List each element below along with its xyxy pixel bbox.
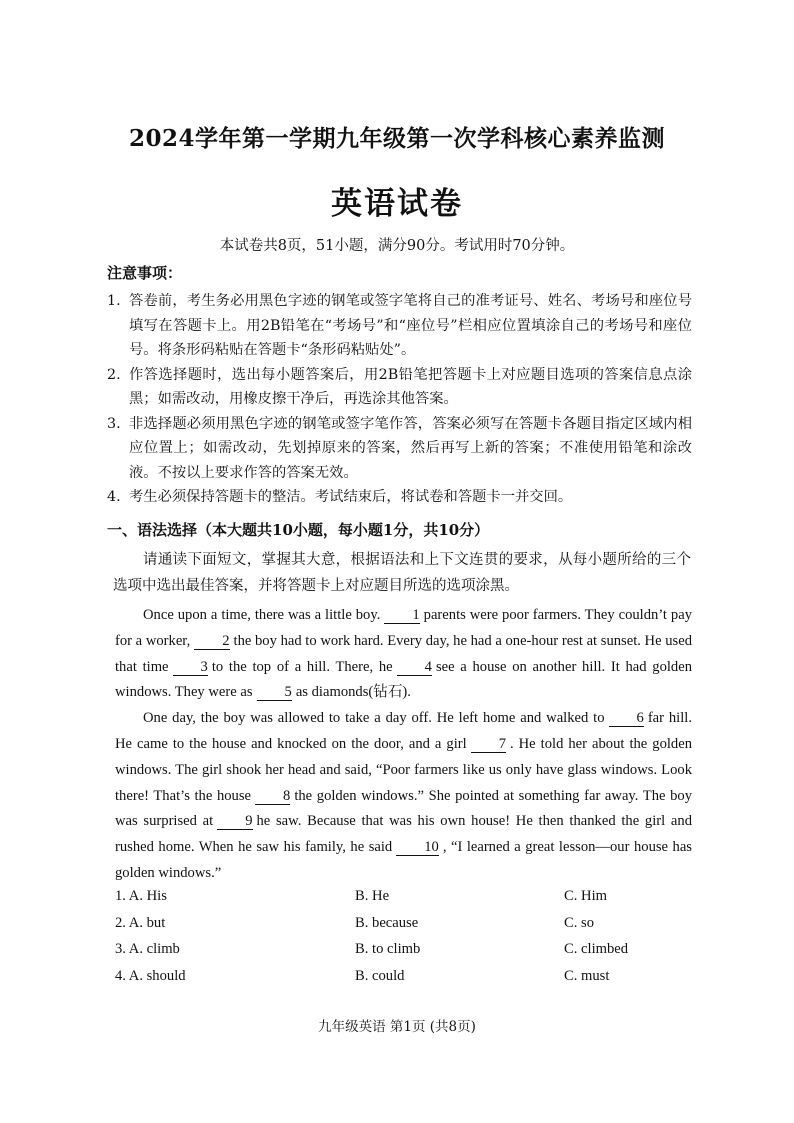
answer-blank: 6 <box>609 710 644 727</box>
answer-blank: 4 <box>397 659 432 676</box>
reading-passage <box>115 603 692 887</box>
section-heading: 一、语法选择（本大题共10小题，每小题1分，共10分） <box>107 521 490 539</box>
passage-text: Once upon a time, there was a little boy. <box>143 607 381 623</box>
answer-blank: 5 <box>257 684 292 701</box>
answer-blank: 1 <box>384 607 419 624</box>
option-a: 4. A. should <box>115 967 186 984</box>
answer-options <box>115 888 695 994</box>
passage-text: as diamonds(钻石). <box>295 684 411 701</box>
passage-text: the boy had to work hard. Every day, he had a one-hour rest at sunset. He used that time <box>115 632 692 675</box>
answer-blank: 2 <box>194 633 229 650</box>
notice-number: 1. <box>107 293 121 309</box>
passage-text: to the top of a hill. There, he <box>211 658 393 675</box>
answer-blank: 10 <box>396 839 439 856</box>
passage-text: far hill. He came to the house and knocked on the door, and a girl <box>115 710 692 752</box>
answer-blank: 7 <box>471 736 506 753</box>
passage-text: the golden windows.” She pointed at something far away. The boy was surprised at <box>115 787 692 830</box>
option-b: B. because <box>355 914 419 931</box>
passage-text: he saw. Because that was his own house! He then thanked the girl and rushed home. When he saw his family, he said <box>115 813 692 856</box>
notice-item <box>107 363 692 412</box>
notice-number: 3. <box>107 415 121 432</box>
passage-paragraph <box>115 706 692 887</box>
notice-item <box>107 412 692 486</box>
passage-text: . He told her about the golden windows. The girl shook her head and said, “Poor farmers like us only have glass windows. Look there! That’s the house <box>115 735 692 804</box>
section-instructions: 请通读下面短文，掌握其大意，根据语法和上下文连贯的要求，从每小题所给的三个选项中选出最佳答案，并将答题卡上对应题目所选的选项涂黑。 <box>113 552 691 594</box>
option-a: 2. A. but <box>115 914 166 931</box>
notice-list <box>107 289 692 510</box>
option-b: B. could <box>355 967 405 984</box>
passage-text: One day, the boy was allowed to take a day off. He left home and walked to <box>143 710 605 727</box>
answer-blank: 8 <box>255 788 290 805</box>
notice-number: 4. <box>107 489 121 505</box>
question-options <box>115 915 695 942</box>
answer-blank: 9 <box>217 813 252 830</box>
option-c: C. must <box>564 967 610 984</box>
notice-text: 非选择题必须用黑色字迹的钢笔或签字笔作答，答案必须写在答题卡各题目指定区域内相应位置上；如需改动，先划掉原来的答案，然后再写上新的答案；不准使用铅笔和涂改液。不按以上要求作答的答案无效。 <box>129 415 692 481</box>
passage-text: see a house on another hill. It had golden windows. They were as <box>115 658 693 701</box>
passage-paragraph <box>115 603 692 706</box>
page-footer: 九年级英语 第1页 (共8页) <box>318 1019 476 1035</box>
option-c: C. Him <box>564 888 607 904</box>
option-b: B. to climb <box>355 941 421 958</box>
option-c: C. so <box>564 914 595 931</box>
option-b: B. He <box>355 888 390 904</box>
exam-info: 本试卷共8页，51小题，满分90分。考试用时70分钟。 <box>219 238 575 254</box>
option-c: C. climbed <box>564 941 629 958</box>
notice-heading: 注意事项： <box>107 264 183 282</box>
notice-text: 考生必须保持答题卡的整洁。考试结束后，将试卷和答题卡一并交回。 <box>129 489 573 505</box>
notice-text: 作答选择题时，选出每小题答案后，用2B铅笔把答题卡上对应题目选项的答案信息点涂黑；如需改动，用橡皮擦干净后，再选涂其他答案。 <box>129 366 692 407</box>
notice-number: 2. <box>107 366 121 383</box>
question-options <box>115 941 695 968</box>
notice-item <box>107 289 692 363</box>
passage-text: , “I learned a great lesson—our house has golden windows.” <box>115 839 692 881</box>
option-a: 3. A. climb <box>115 941 180 958</box>
exam-subtitle: 英语试卷 <box>331 186 463 222</box>
exam-title: 2024学年第一学期九年级第一次学科核心素养监测 <box>128 125 665 152</box>
question-options <box>115 888 695 915</box>
question-options <box>115 968 695 995</box>
notice-item <box>107 485 692 510</box>
answer-blank: 3 <box>173 659 208 676</box>
option-a: 1. A. His <box>115 888 167 904</box>
passage-text: parents were poor farmers. They couldn’t pay for a worker, <box>115 607 692 649</box>
notice-text: 答卷前，考生务必用黑色字迹的钢笔或签字笔将自己的准考证号、姓名、考场号和座位号填写在答题卡上。用2B铅笔在“考场号”和“座位号”栏相应位置填涂自己的考场号和座位号。将条形码粘贴在答题卡“条形码粘贴处”。 <box>129 293 692 358</box>
